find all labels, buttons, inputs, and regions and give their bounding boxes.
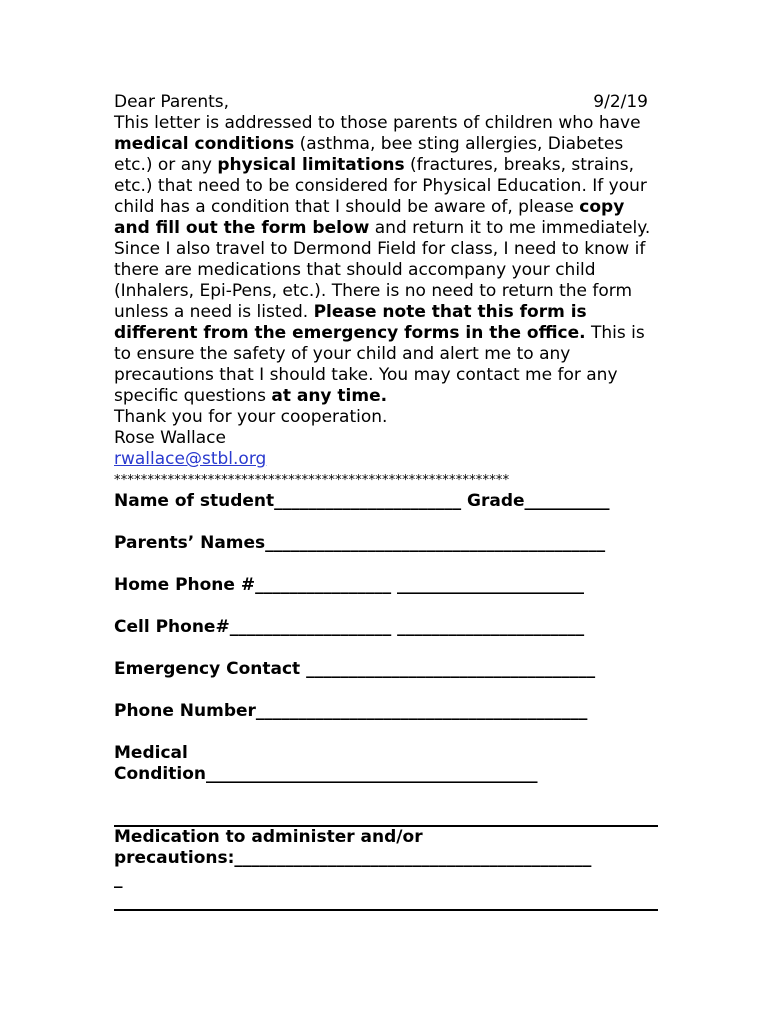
phone-number-field[interactable]: Phone Number_______________________________________ [114, 701, 588, 721]
email-link[interactable]: rwallace@stbl.org [114, 449, 267, 469]
body-text-5: This is to ensure the safety of your child and alert me to any precautions that I should take. You may contact me for any specific questions [114, 323, 645, 406]
bold-medical-conditions: medical conditions [114, 134, 295, 154]
student-name-grade-field[interactable]: Name of student______________________ Grade__________ [114, 491, 610, 511]
bold-copy-instruction: copy and fill out the form below [114, 197, 625, 238]
medical-condition-field[interactable]: Condition_______________________________________ [114, 764, 538, 784]
parents-names-field[interactable]: Parents’ Names________________________________________ [114, 533, 606, 553]
continuation-dash: _ [114, 869, 123, 889]
medication-label: Medication to administer and/or [114, 827, 423, 847]
body-text-1: This letter is addressed to those parents of children who have [114, 113, 641, 133]
letter-body [114, 113, 659, 407]
greeting: Dear Parents, [114, 92, 230, 112]
form-page [114, 92, 659, 911]
letter-date: 9/2/19 [593, 92, 648, 112]
precautions-field[interactable]: precautions:__________________________________________ [114, 848, 592, 868]
letter [114, 92, 659, 470]
medical-label: Medical [114, 743, 188, 763]
greeting-line [114, 92, 659, 113]
thanks-line: Thank you for your cooperation. [114, 407, 388, 427]
bold-any-time: at any time. [271, 386, 388, 406]
medical-condition-rule[interactable] [114, 806, 658, 827]
precautions-rule[interactable] [114, 890, 658, 911]
bold-physical-limitations: physical limitations [217, 155, 405, 175]
cell-phone-field[interactable]: Cell Phone#___________________ ______________________ [114, 617, 585, 637]
body-text-3: (fractures, breaks, strains, etc.) that need to be considered for Physical Education. If your child has a condition that I should be aware of, please [114, 155, 647, 217]
body-text-4: and return it to me immediately. Since I also travel to Dermond Field for class, I need to know if there are medications that should accompany your child (Inhalers, Epi-Pens, etc.). There is no need to return the form unless a need is listed. [114, 218, 651, 322]
bold-form-note: Please note that this form is different from the emergency forms in the office. [114, 302, 587, 343]
separator-stars: *********************************************************** [114, 473, 510, 488]
signature-name: Rose Wallace [114, 428, 226, 448]
emergency-contact-field[interactable]: Emergency Contact __________________________________ [114, 659, 596, 679]
home-phone-field[interactable]: Home Phone #________________ ______________________ [114, 575, 585, 595]
body-text-2: (asthma, bee sting allergies, Diabetes etc.) or any [114, 134, 624, 175]
